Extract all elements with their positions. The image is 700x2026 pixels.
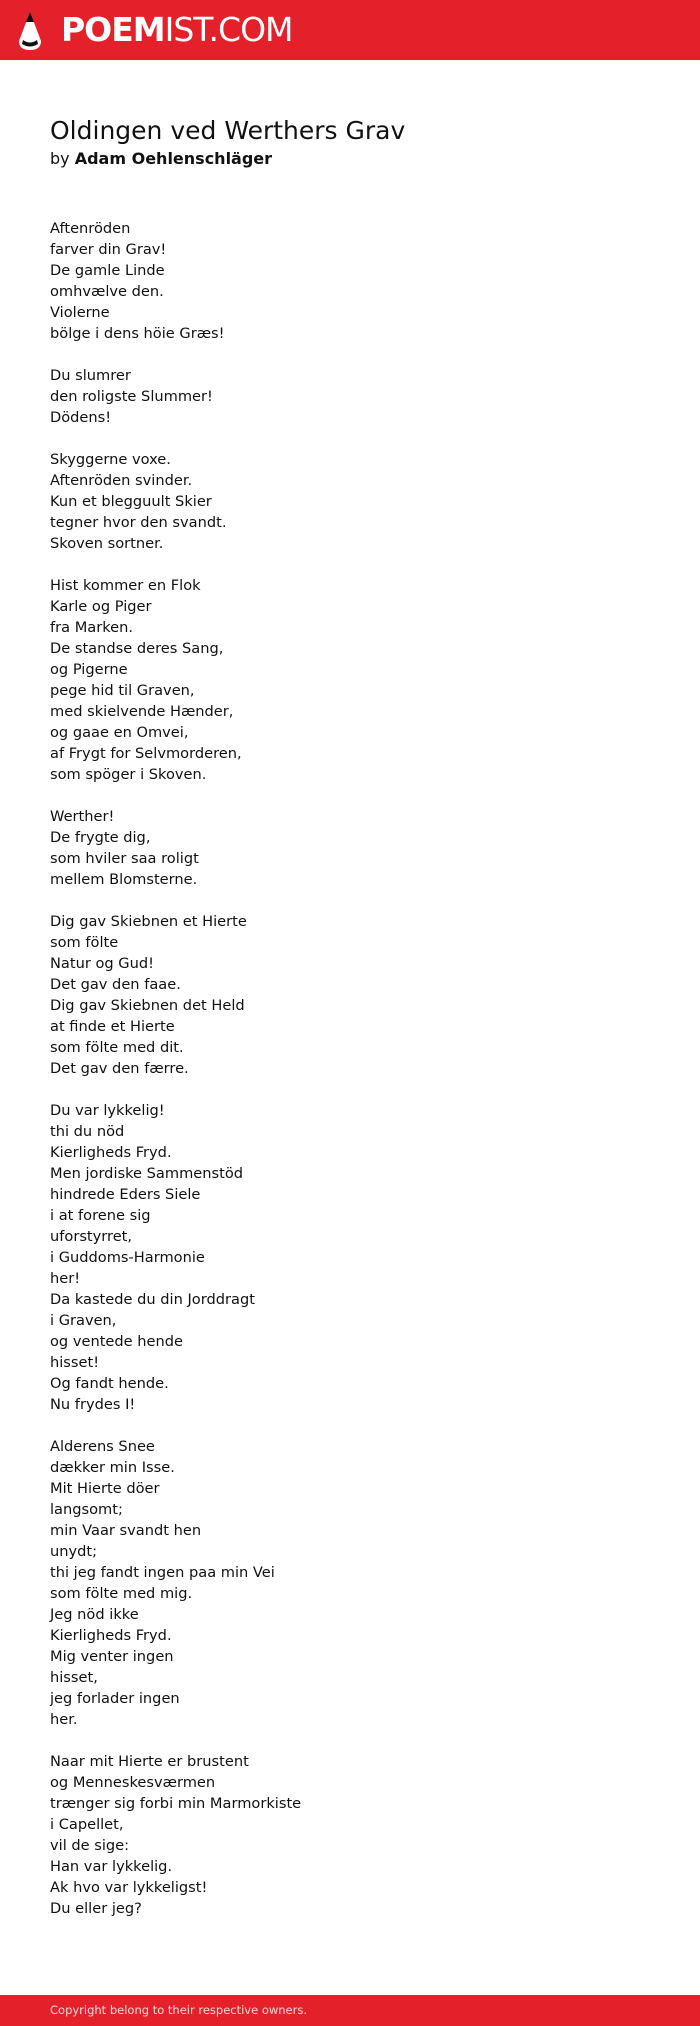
poem-line: at finde et Hierte	[50, 1018, 175, 1035]
poem-line: dækker min Isse.	[50, 1459, 175, 1476]
poem-body	[50, 218, 650, 1919]
poem-line: Jeg nöd ikke	[50, 1606, 139, 1623]
poem-line: af Frygt for Selvmorderen,	[50, 745, 242, 762]
poem-line: Kierligheds Fryd.	[50, 1144, 172, 1161]
poem-line: Ak hvo var lykkeligst!	[50, 1879, 208, 1896]
poem-stanza	[50, 449, 650, 554]
poem-line: De frygte dig,	[50, 829, 151, 846]
poem-line: Du eller jeg?	[50, 1900, 142, 1917]
poem-stanza	[50, 575, 650, 785]
poem-stanza	[50, 1751, 650, 1919]
poem-line: Dig gav Skiebnen et Hierte	[50, 913, 247, 930]
poem-line: fra Marken.	[50, 619, 134, 636]
stanza-divider	[50, 890, 650, 911]
poem-line: den roligste Slummer!	[50, 388, 213, 405]
poem-line: farver din Grav!	[50, 241, 167, 258]
stanza-divider	[50, 1415, 650, 1436]
poem-line: langsomt;	[50, 1501, 123, 1518]
pencil-tip-icon[interactable]	[18, 11, 42, 51]
stanza-divider	[50, 785, 650, 806]
poem-line: Hist kommer en Flok	[50, 577, 201, 594]
author-name[interactable]: Adam Oehlenschläger	[74, 149, 273, 168]
stanza-divider	[50, 344, 650, 365]
poem-line: i at forene sig	[50, 1207, 151, 1224]
site-logo[interactable]	[61, 9, 293, 51]
poem-line: Det gav den færre.	[50, 1060, 189, 1077]
poem-stanza	[50, 806, 650, 890]
poem-line: tegner hvor den svandt.	[50, 514, 227, 531]
poem-stanza	[50, 365, 650, 428]
by-label: by	[50, 149, 70, 168]
poem-line: og Menneskesværmen	[50, 1774, 216, 1791]
poem-line: Werther!	[50, 808, 115, 825]
poem-line: De gamle Linde	[50, 262, 165, 279]
poem-stanza	[50, 218, 650, 344]
logo-bold-text: POEM	[61, 10, 165, 49]
poem-line: Skyggerne voxe.	[50, 451, 171, 468]
poem-line: Dig gav Skiebnen det Held	[50, 997, 245, 1014]
poem-line: thi jeg fandt ingen paa min Vei	[50, 1564, 275, 1581]
poem-line: Det gav den faae.	[50, 976, 181, 993]
poem-line: Og fandt hende.	[50, 1375, 169, 1392]
poem-line: Du slumrer	[50, 367, 131, 384]
poem-line: og ventede hende	[50, 1333, 183, 1350]
poem-line: mellem Blomsterne.	[50, 871, 198, 888]
poem-line: i Guddoms-Harmonie	[50, 1249, 205, 1266]
site-header	[0, 0, 700, 60]
poem-line: uforstyrret,	[50, 1228, 133, 1245]
site-footer	[0, 1995, 700, 2026]
poem-line: Alderens Snee	[50, 1438, 155, 1455]
stanza-divider	[50, 428, 650, 449]
poem-line: i Capellet,	[50, 1816, 124, 1833]
poem-line: hisset,	[50, 1669, 98, 1686]
poem-title: Oldingen ved Werthers Grav	[50, 116, 406, 145]
poem-stanza	[50, 911, 650, 1079]
poem-line: Natur og Gud!	[50, 955, 154, 972]
poem-line: som fölte med mig.	[50, 1585, 193, 1602]
poem-line: som spöger i Skoven.	[50, 766, 207, 783]
poem-line: min Vaar svandt hen	[50, 1522, 202, 1539]
poem-line: Skoven sortner.	[50, 535, 164, 552]
poem-line: Mig venter ingen	[50, 1648, 174, 1665]
stanza-divider	[50, 1079, 650, 1100]
poem-line: Kun et blegguult Skier	[50, 493, 212, 510]
poem-line: Naar mit Hierte er brustent	[50, 1753, 249, 1770]
poem-stanza	[50, 1100, 650, 1415]
poem-line: pege hid til Graven,	[50, 682, 195, 699]
poem-line: med skielvende Hænder,	[50, 703, 234, 720]
poem-line: og gaae en Omvei,	[50, 724, 189, 741]
poem-line: De standse deres Sang,	[50, 640, 224, 657]
poem-stanza	[50, 1436, 650, 1730]
poem-line: Da kastede du din Jorddragt	[50, 1291, 255, 1308]
poem-line: hindrede Eders Siele	[50, 1186, 201, 1203]
poem-line: her!	[50, 1270, 81, 1287]
poem-line: her.	[50, 1711, 78, 1728]
poem-line: bölge i dens höie Græs!	[50, 325, 225, 342]
logo-light-text: IST.COM	[164, 10, 293, 49]
poem-line: og Pigerne	[50, 661, 128, 678]
poem-line: unydt;	[50, 1543, 98, 1560]
poem-line: Men jordiske Sammenstöd	[50, 1165, 244, 1182]
poem-line: som fölte med dit.	[50, 1039, 184, 1056]
poem-line: som fölte	[50, 934, 119, 951]
poem-line: som hviler saa roligt	[50, 850, 199, 867]
poem-line: jeg forlader ingen	[50, 1690, 180, 1707]
poem-line: Karle og Piger	[50, 598, 152, 615]
poem-line: omhvælve den.	[50, 283, 164, 300]
poem-line: trænger sig forbi min Marmorkiste	[50, 1795, 302, 1812]
poem-line: hisset!	[50, 1354, 100, 1371]
byline	[50, 148, 272, 170]
poem-line: vil de sige:	[50, 1837, 130, 1854]
poem-line: Du var lykkelig!	[50, 1102, 165, 1119]
poem-line: Aftenröden svinder.	[50, 472, 193, 489]
poem-line: Dödens!	[50, 409, 112, 426]
poem-line: Nu frydes I!	[50, 1396, 136, 1413]
stanza-divider	[50, 554, 650, 575]
poem-line: thi du nöd	[50, 1123, 125, 1140]
poem-line: Kierligheds Fryd.	[50, 1627, 172, 1644]
poem-line: Aftenröden	[50, 220, 131, 237]
poem-line: Mit Hierte döer	[50, 1480, 160, 1497]
poem-line: i Graven,	[50, 1312, 117, 1329]
poem-line: Violerne	[50, 304, 110, 321]
copyright-text: Copyright belong to their respective owners.	[50, 2003, 308, 2017]
poem-line: Han var lykkelig.	[50, 1858, 173, 1875]
stanza-divider	[50, 1730, 650, 1751]
